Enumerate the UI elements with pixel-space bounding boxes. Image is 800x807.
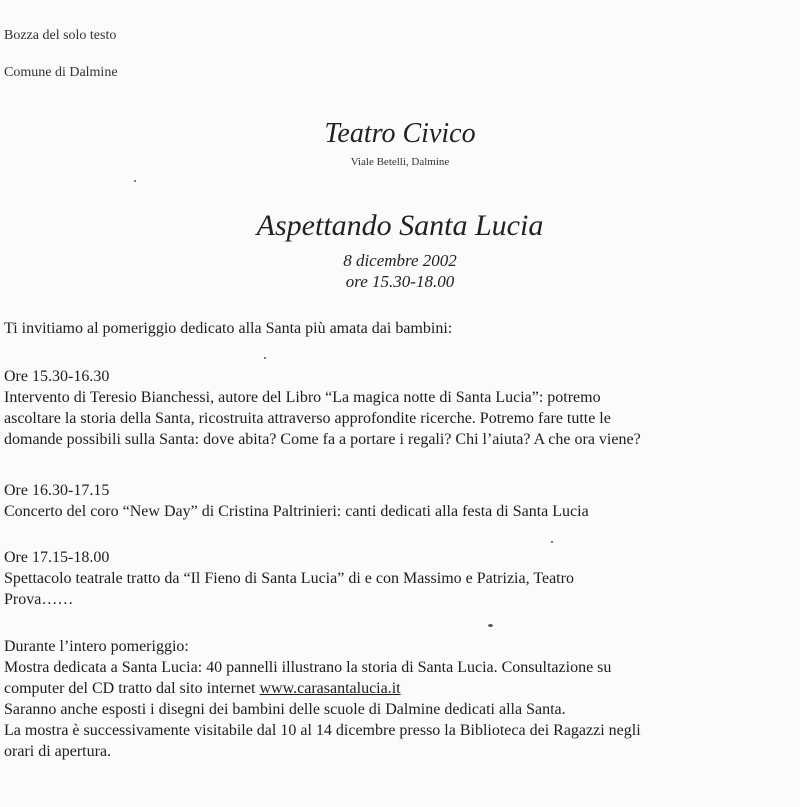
- event-hours: ore 15.30-18.00: [345, 272, 455, 291]
- session-2-line-1: Concerto del coro “New Day” di Cristina Paltrinieri: canti dedicati alla festa di Santa Lucia: [4, 503, 589, 520]
- afternoon-section: [4, 636, 800, 762]
- afternoon-line-3: Saranno anche esposti i disegni dei bambini delle scuole di Dalmine dedicati alla Santa.: [4, 701, 566, 718]
- session-3: [4, 547, 800, 610]
- scan-speck: [264, 357, 266, 359]
- afternoon-line-5: orari di apertura.: [4, 743, 112, 760]
- scan-speck: [134, 180, 136, 182]
- afternoon-heading: Durante l’intero pomeriggio:: [4, 638, 189, 655]
- session-2-time: Ore 16.30-17.15: [4, 482, 110, 499]
- scan-speck: [488, 624, 493, 627]
- afternoon-line-2-prefix: computer del CD tratto dal sito internet: [4, 680, 260, 697]
- intro-text: Ti invitiamo al pomeriggio dedicato alla Santa più amata dai bambini:: [4, 320, 453, 337]
- session-1-line-3: domande possibili sulla Santa: dove abita? Come fa a portare i regali? Chi l’aiuta? A che ora viene?: [4, 431, 641, 448]
- session-3-line-1: Spettacolo teatrale tratto da “Il Fieno di Santa Lucia” di e con Massimo e Patrizia, Teatro: [4, 570, 574, 587]
- venue-address: Viale Betelli, Dalmine: [350, 156, 450, 168]
- venue-title: Teatro Civico: [324, 118, 476, 149]
- session-1-line-2: ascoltare la storia della Santa, ricostruita attraverso approfondite ricerche. Potremo fare tutte le: [4, 410, 611, 427]
- session-1-time: Ore 15.30-16.30: [4, 368, 110, 385]
- scan-speck: [551, 541, 553, 543]
- event-title: Aspettando Santa Lucia: [256, 209, 544, 242]
- event-date: 8 dicembre 2002: [343, 251, 457, 270]
- afternoon-line-4: La mostra è successivamente visitabile dal 10 al 14 dicembre presso la Biblioteca dei Ragazzi negli: [4, 722, 641, 739]
- session-1-line-1: Intervento di Teresio Bianchessi, autore del Libro “La magica notte di Santa Lucia”: potremo: [4, 389, 601, 406]
- afternoon-line-2: [4, 678, 800, 699]
- website-link[interactable]: www.carasantalucia.it: [259, 680, 401, 697]
- municipality-label: Comune di Dalmine: [4, 65, 118, 80]
- draft-label: Bozza del solo testo: [4, 28, 117, 43]
- session-3-line-2: Prova……: [4, 591, 74, 608]
- session-3-time: Ore 17.15-18.00: [4, 549, 110, 566]
- session-1: [4, 366, 800, 450]
- afternoon-line-1: Mostra dedicata a Santa Lucia: 40 pannelli illustrano la storia di Santa Lucia. Consultazione su: [4, 659, 612, 676]
- session-2: [4, 480, 800, 522]
